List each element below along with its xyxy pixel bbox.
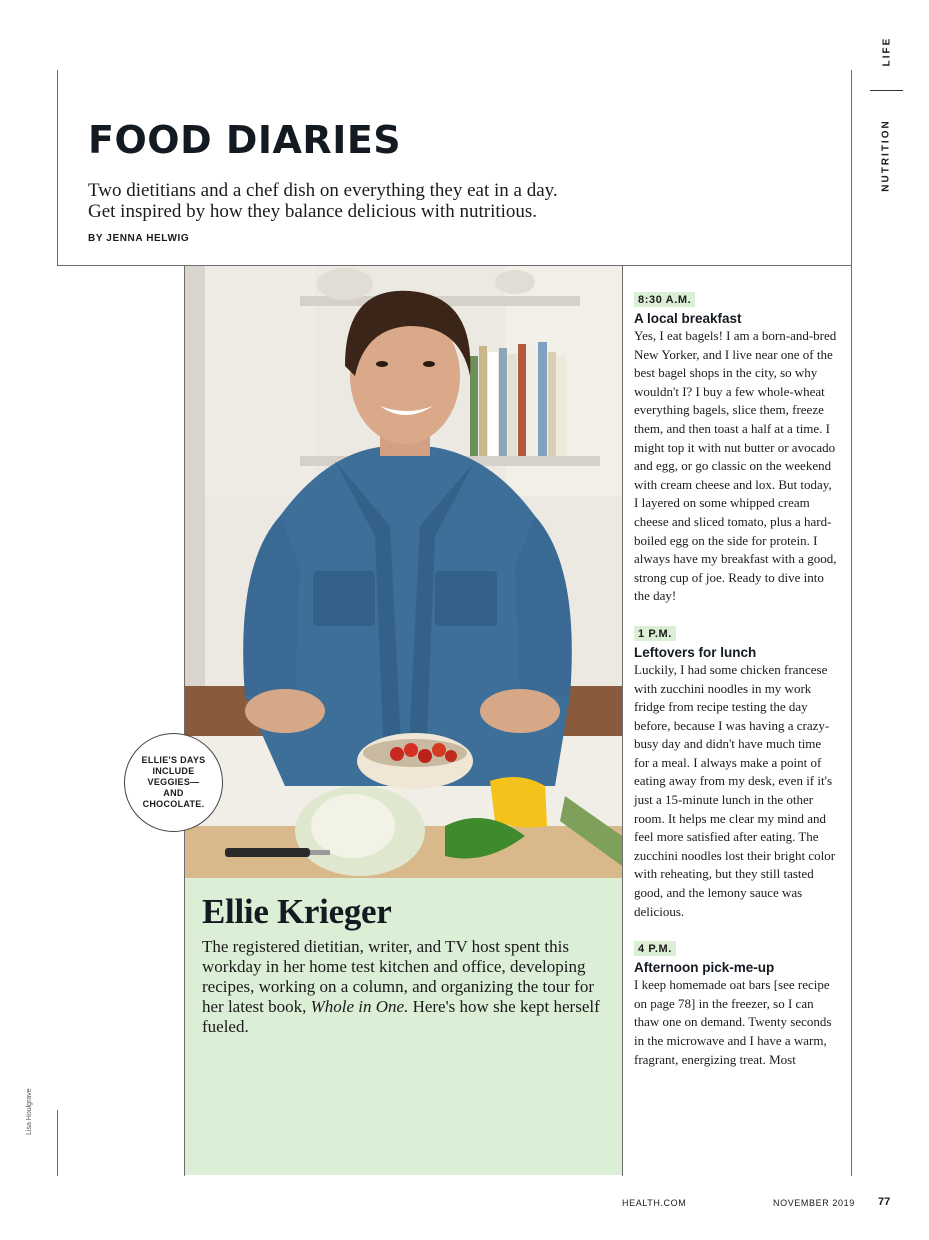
footer-site: HEALTH.COM — [622, 1198, 687, 1208]
dek-line-2: Get inspired by how they balance delicious with nutritious. — [88, 201, 538, 222]
column-divider-rule — [622, 266, 623, 1176]
left-frame-rule — [57, 70, 58, 266]
dek — [88, 180, 648, 222]
page-title: FOOD DIARIES — [88, 118, 402, 162]
dek-line-1: Two dietitians and a chef dish on everything they eat in a day. — [88, 180, 558, 201]
entry-heading: A local breakfast — [634, 311, 742, 326]
entry-body: Yes, I eat bagels! I am a born-and-bred New Yorker, and I live near one of the best bagel shops in the city, so why wouldn't I? I buy a few whole-wheat everything bagels, slice them, freeze them, and then toast a half at a time. I might top it with nut butter or avocado and egg, or go classic on the weekend with cream cheese and lox. But today, I layered on some whipped cream cheese and sliced tomato, plus a hard-boiled egg on the side for protein. I always have my breakfast with a good, strong cup of joe. Ready to dive into the day! — [634, 328, 837, 604]
callout-badge — [124, 733, 223, 832]
credit-rule — [57, 1110, 58, 1176]
entry-heading: Afternoon pick-me-up — [634, 960, 775, 976]
section-label-nutrition: NUTRITION — [880, 119, 892, 192]
diary-entry — [634, 290, 838, 606]
column-right-rule — [851, 266, 852, 1176]
diary-entry — [634, 939, 838, 1069]
photo-credit: Lisa Houlgrave — [26, 1088, 33, 1135]
section-label-life: LIFE — [881, 36, 893, 67]
page-number: 77 — [878, 1196, 891, 1208]
book-title: Whole in One. — [310, 997, 409, 1016]
profile-bio-text: The registered dietitian, writer, and TV host spent this workday in her home test kitchen and office, developing recipes, working on a column, and organizing the tour for her latest book, — [202, 937, 594, 1016]
entry-time: 8:30 A.M. — [634, 292, 695, 307]
diary-entry — [634, 624, 838, 921]
callout-text: ELLIE'S DAYS INCLUDE VEGGIES— AND CHOCOLATE. — [141, 755, 206, 809]
profile-bio — [202, 937, 602, 1037]
entry-body: I keep homemade oat bars [see recipe on page 78] in the freezer, so I can thaw one on demand. Twenty seconds in the microwave and I have a warm, fragrant, energizing treat. Most — [634, 977, 832, 1067]
right-frame-rule — [851, 70, 852, 266]
portrait-photo — [185, 266, 622, 878]
footer-date: NOVEMBER 2019 — [773, 1198, 855, 1208]
profile-box — [185, 878, 622, 1175]
profile-name: Ellie Krieger — [202, 892, 392, 931]
diary-column — [634, 290, 838, 1087]
entry-heading: Leftovers for lunch — [634, 644, 757, 660]
entry-time: 1 P.M. — [634, 626, 676, 641]
kitchen-scene-illustration — [185, 266, 622, 878]
profile-bio-closing: Here's how she kept herself fueled. — [202, 997, 600, 1036]
section-label-divider — [870, 90, 903, 91]
entry-body: Luckily, I had some chicken francese with zucchini noodles in my work fridge from recipe testing the day before, because I was having a crazy-busy day and didn't have much time for a meal. I always make a point of eating away from my desk, even if it's just a 15-minute lunch in the other room. It helps me clear my mind and feel more satisfied after eating. The zucchini noodles lost their bright color with reheating, but they still tasted good, and the lemony sauce was delicious. — [634, 661, 836, 919]
entry-time: 4 P.M. — [634, 941, 676, 956]
byline: BY JENNA HELWIG — [88, 233, 190, 244]
